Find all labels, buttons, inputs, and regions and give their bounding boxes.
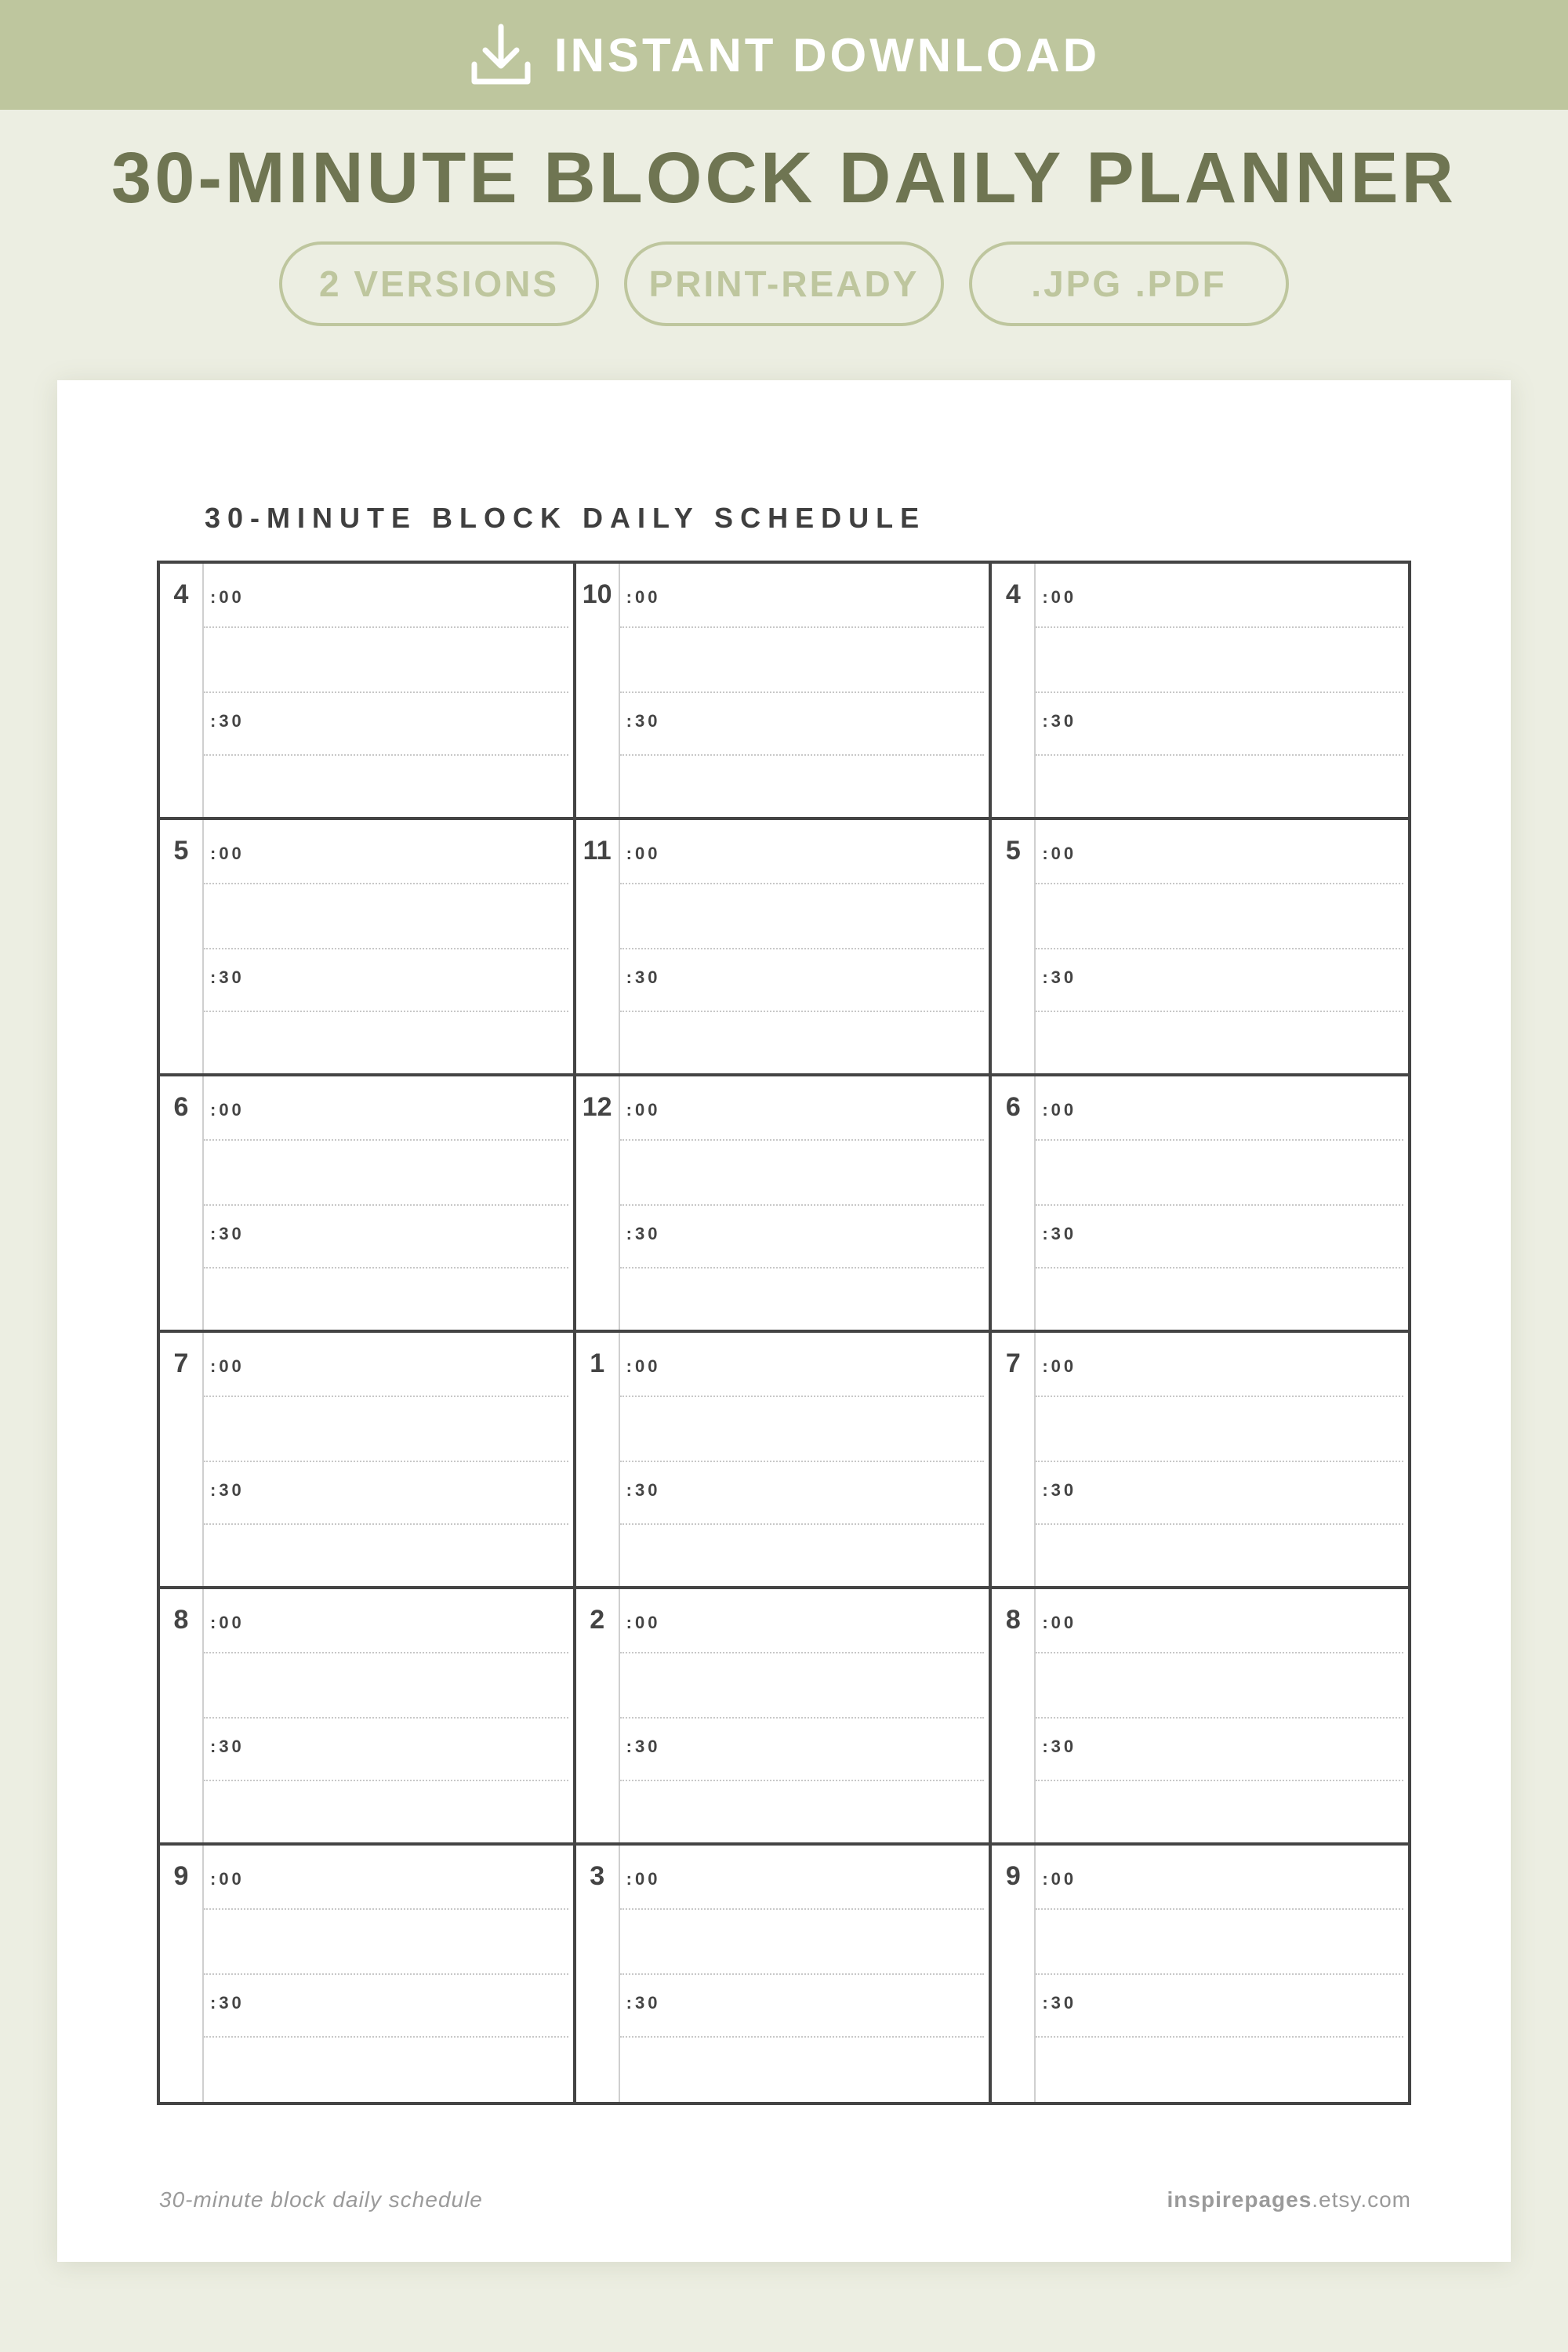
writing-line	[1036, 1717, 1403, 1719]
hour-divider	[202, 1076, 204, 1330]
hour-divider	[1034, 820, 1036, 1073]
writing-line	[204, 1461, 568, 1462]
time-block	[160, 564, 576, 820]
time-block	[992, 1846, 1408, 2102]
minute-label-00: :00	[626, 1613, 661, 1632]
time-block	[576, 1846, 993, 2102]
time-block	[992, 1333, 1408, 1589]
writing-line	[620, 2036, 985, 2038]
writing-line	[620, 1652, 985, 1653]
footer-shop-link	[1167, 2187, 1411, 2212]
hour-divider	[202, 564, 204, 817]
writing-line	[1036, 2036, 1403, 2038]
minute-label-30: :30	[1042, 1993, 1077, 2013]
writing-line	[620, 1011, 985, 1012]
minute-label-00: :00	[626, 587, 661, 607]
badge-formats: .JPG .PDF	[969, 241, 1289, 326]
writing-line	[204, 1396, 568, 1397]
writing-line	[620, 1139, 985, 1141]
time-block	[576, 1333, 993, 1589]
writing-line	[620, 1973, 985, 1975]
hour-label: 9	[173, 1861, 189, 1891]
writing-line	[620, 1780, 985, 1781]
hour-label: 9	[1005, 1861, 1021, 1891]
hour-divider	[619, 820, 620, 1073]
hour-label: 5	[173, 836, 189, 866]
writing-line	[620, 1396, 985, 1397]
minute-label-30: :30	[626, 1993, 661, 2013]
minute-label-30: :30	[210, 1224, 245, 1243]
writing-line	[1036, 754, 1403, 756]
hour-divider	[1034, 1333, 1036, 1586]
writing-line	[204, 691, 568, 693]
download-icon	[468, 22, 534, 88]
minute-label-00: :00	[210, 1356, 245, 1376]
time-block	[160, 1333, 576, 1589]
minute-label-00: :00	[626, 844, 661, 863]
minute-label-30: :30	[626, 1480, 661, 1500]
schedule-grid	[157, 561, 1411, 2105]
writing-line	[1036, 1267, 1403, 1269]
minute-label-30: :30	[626, 711, 661, 731]
writing-line	[204, 948, 568, 949]
minute-label-00: :00	[626, 1100, 661, 1120]
sheet-title: 30-MINUTE BLOCK DAILY SCHEDULE	[205, 502, 927, 534]
minute-label-30: :30	[210, 967, 245, 987]
writing-line	[1036, 1461, 1403, 1462]
writing-line	[204, 883, 568, 884]
minute-label-30: :30	[210, 1993, 245, 2013]
hour-divider	[619, 1076, 620, 1330]
writing-line	[1036, 1780, 1403, 1781]
badge-versions: 2 VERSIONS	[279, 241, 599, 326]
hour-divider	[619, 1589, 620, 1842]
time-block	[992, 564, 1408, 820]
hour-label: 12	[582, 1092, 612, 1122]
minute-label-30: :30	[210, 1480, 245, 1500]
writing-line	[1036, 883, 1403, 884]
minute-label-00: :00	[210, 587, 245, 607]
writing-line	[1036, 1973, 1403, 1975]
hour-label: 10	[582, 579, 612, 609]
writing-line	[1036, 1908, 1403, 1910]
time-block	[992, 1076, 1408, 1333]
hour-divider	[1034, 564, 1036, 817]
writing-line	[1036, 948, 1403, 949]
writing-line	[1036, 626, 1403, 628]
feature-badges	[0, 241, 1568, 326]
planner-sheet	[57, 380, 1511, 2262]
hour-divider	[202, 1333, 204, 1586]
footer-caption: 30-minute block daily schedule	[159, 2187, 483, 2212]
hour-divider	[619, 1333, 620, 1586]
time-block	[160, 1846, 576, 2102]
writing-line	[620, 754, 985, 756]
minute-label-30: :30	[210, 1737, 245, 1756]
writing-line	[620, 691, 985, 693]
writing-line	[1036, 1011, 1403, 1012]
hour-divider	[202, 820, 204, 1073]
time-block	[576, 1589, 993, 1846]
writing-line	[620, 948, 985, 949]
minute-label-30: :30	[626, 967, 661, 987]
minute-label-30: :30	[1042, 711, 1077, 731]
banner-text: INSTANT DOWNLOAD	[554, 28, 1101, 82]
hour-label: 2	[590, 1605, 605, 1635]
minute-label-00: :00	[626, 1869, 661, 1889]
minute-label-30: :30	[1042, 1224, 1077, 1243]
writing-line	[204, 1908, 568, 1910]
hour-label: 4	[1005, 579, 1021, 609]
writing-line	[620, 1267, 985, 1269]
footer-domain: .etsy.com	[1312, 2187, 1411, 2212]
writing-line	[204, 1204, 568, 1206]
writing-line	[1036, 1523, 1403, 1525]
hour-divider	[202, 1589, 204, 1842]
writing-line	[204, 1011, 568, 1012]
writing-line	[204, 754, 568, 756]
writing-line	[1036, 1652, 1403, 1653]
writing-line	[620, 1908, 985, 1910]
minute-label-30: :30	[626, 1737, 661, 1756]
instant-download-banner[interactable]	[0, 0, 1568, 110]
hour-label: 4	[173, 579, 189, 609]
time-block	[992, 820, 1408, 1076]
writing-line	[620, 1523, 985, 1525]
minute-label-00: :00	[1042, 844, 1077, 863]
minute-label-00: :00	[1042, 1869, 1077, 1889]
time-block	[992, 1589, 1408, 1846]
minute-label-00: :00	[1042, 1100, 1077, 1120]
hour-label: 5	[1005, 836, 1021, 866]
time-block	[576, 564, 993, 820]
minute-label-00: :00	[210, 844, 245, 863]
minute-label-30: :30	[1042, 1480, 1077, 1500]
hour-divider	[619, 564, 620, 817]
minute-label-30: :30	[1042, 967, 1077, 987]
writing-line	[1036, 1396, 1403, 1397]
minute-label-00: :00	[1042, 1356, 1077, 1376]
time-block	[576, 1076, 993, 1333]
hour-label: 6	[173, 1092, 189, 1122]
hour-divider	[1034, 1589, 1036, 1842]
writing-line	[620, 626, 985, 628]
minute-label-00: :00	[210, 1869, 245, 1889]
writing-line	[1036, 1204, 1403, 1206]
writing-line	[204, 1139, 568, 1141]
hour-label: 6	[1005, 1092, 1021, 1122]
minute-label-30: :30	[1042, 1737, 1077, 1756]
writing-line	[620, 1461, 985, 1462]
hour-label: 11	[583, 836, 612, 866]
time-block	[160, 1076, 576, 1333]
writing-line	[1036, 691, 1403, 693]
writing-line	[620, 1717, 985, 1719]
hour-label: 7	[173, 1348, 189, 1378]
badge-print-ready: PRINT-READY	[624, 241, 944, 326]
hour-label: 3	[590, 1861, 605, 1891]
writing-line	[204, 626, 568, 628]
writing-line	[204, 1780, 568, 1781]
footer-shop-name: inspirepages	[1167, 2187, 1312, 2212]
minute-label-00: :00	[626, 1356, 661, 1376]
time-block	[160, 820, 576, 1076]
writing-line	[620, 1204, 985, 1206]
minute-label-00: :00	[1042, 587, 1077, 607]
time-block	[576, 820, 993, 1076]
minute-label-00: :00	[210, 1613, 245, 1632]
writing-line	[204, 2036, 568, 2038]
writing-line	[204, 1267, 568, 1269]
writing-line	[204, 1652, 568, 1653]
minute-label-00: :00	[210, 1100, 245, 1120]
minute-label-30: :30	[210, 711, 245, 731]
hour-label: 8	[1005, 1605, 1021, 1635]
minute-label-30: :30	[626, 1224, 661, 1243]
hour-divider	[1034, 1076, 1036, 1330]
hour-label: 8	[173, 1605, 189, 1635]
writing-line	[204, 1973, 568, 1975]
minute-label-00: :00	[1042, 1613, 1077, 1632]
writing-line	[1036, 1139, 1403, 1141]
hour-label: 7	[1005, 1348, 1021, 1378]
writing-line	[204, 1717, 568, 1719]
writing-line	[620, 883, 985, 884]
writing-line	[204, 1523, 568, 1525]
page-title: 30-MINUTE BLOCK DAILY PLANNER	[111, 138, 1457, 218]
time-block	[160, 1589, 576, 1846]
hour-label: 1	[590, 1348, 605, 1378]
